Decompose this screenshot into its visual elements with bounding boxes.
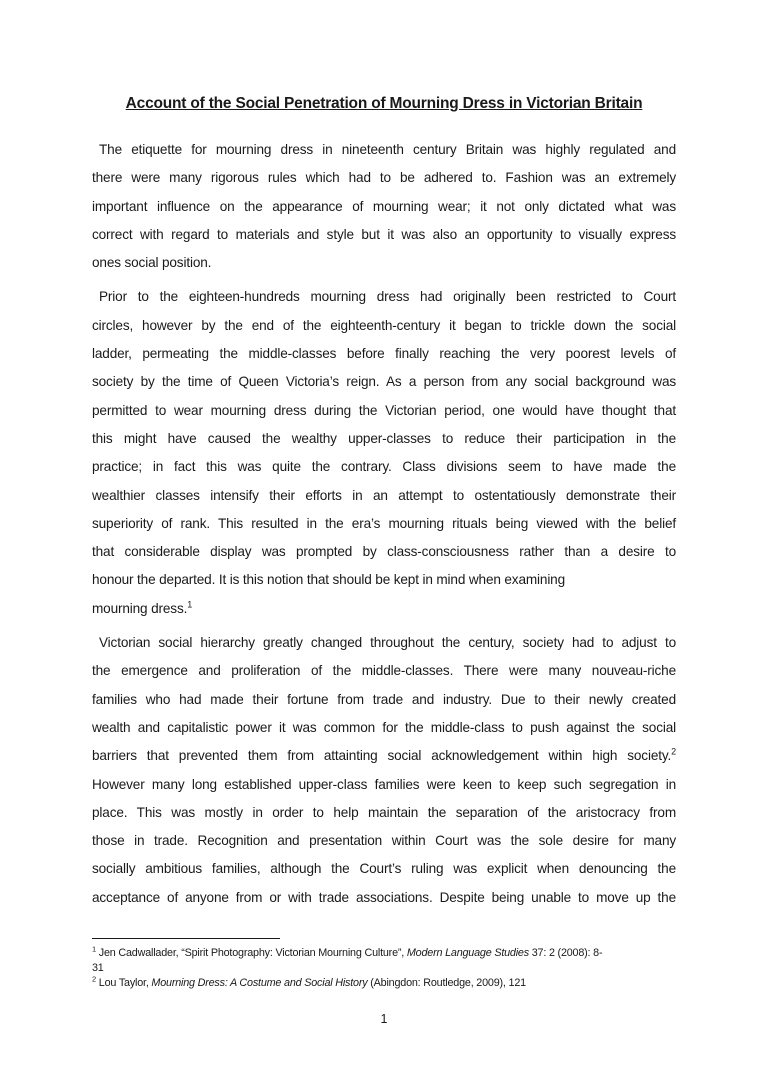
document-title: Account of the Social Penetration of Mourning Dress in Victorian Britain xyxy=(125,95,643,112)
footnote-1 xyxy=(92,946,676,961)
paragraph-line: honour the departed. It is this notion that should be kept in mind when examining xyxy=(92,572,566,588)
footnote-italic-title: Modern Language Studies xyxy=(406,947,529,959)
footnote-text: (Abingdon: Routledge, 2009), 121 xyxy=(367,977,526,989)
paragraph-line: permitted to wear mourning dress during the Victorian period, one would have thought that xyxy=(92,402,676,418)
footnote-1-continuation: 31 xyxy=(92,962,104,974)
footnote-text: 37: 2 (2008): 8- xyxy=(528,947,603,959)
footnote-italic-title: Mourning Dress: A Costume and Social History xyxy=(151,977,368,989)
footnotes xyxy=(92,946,676,991)
paragraph-line: those in trade. Recognition and presentation within Court was the sole desire for many xyxy=(92,833,676,849)
paragraph-line: circles, however by the end of the eighteenth-century it began to trickle down the social xyxy=(92,317,676,333)
paragraph-line: this might have caused the wealthy upper-classes to reduce their participation in the xyxy=(92,430,676,446)
document-body xyxy=(92,136,676,912)
paragraph-line xyxy=(92,742,676,770)
paragraph-line: the emergence and proliferation of the middle-classes. There were many nouveau-riche xyxy=(92,663,676,679)
paragraph-line: place. This was mostly in order to help maintain the separation of the aristocracy from xyxy=(92,804,676,820)
footnote-text: Lou Taylor, xyxy=(98,977,152,989)
paragraph-line: there were many rigorous rules which had to be adhered to. Fashion was an extremely xyxy=(92,170,676,186)
footnote-2 xyxy=(92,976,676,991)
paragraph-line: acceptance of anyone from or with trade associations. Despite being unable to move up the xyxy=(92,889,676,905)
paragraph-line: correct with regard to materials and style but it was also an opportunity to visually express xyxy=(92,226,676,242)
paragraph-line: society by the time of Queen Victoria’s reign. As a person from any social background was xyxy=(92,374,676,390)
paragraph-line: socially ambitious families, although the Court’s ruling was explicit when denouncing the xyxy=(92,861,676,877)
footnote-ref-2[interactable]: 2 xyxy=(671,746,676,757)
paragraph-line: superiority of rank. This resulted in the era’s mourning rituals being viewed with the belief xyxy=(92,515,676,531)
paragraph-line: ones social position. xyxy=(92,255,212,271)
footnote-ref-1[interactable]: 1 xyxy=(187,599,193,610)
paragraph-line-text: mourning dress. xyxy=(92,600,188,616)
footnote-number: 1 xyxy=(92,944,96,954)
paragraph-3 xyxy=(92,629,676,912)
paragraph-line: important influence on the appearance of mourning wear; it not only dictated what was xyxy=(92,198,676,214)
paragraph-line: wealthier classes intensify their efforts in an attempt to ostentatiously demonstrate their xyxy=(92,487,676,503)
paragraph-line: Prior to the eighteen-hundreds mourning dress had originally been restricted to Court xyxy=(99,289,676,305)
paragraph-line: The etiquette for mourning dress in nineteenth century Britain was highly regulated and xyxy=(99,142,676,157)
footnote-number: 2 xyxy=(92,974,96,984)
footnote-separator xyxy=(92,938,280,939)
paragraph-line: ladder, permeating the middle-classes before finally reaching the very poorest levels of xyxy=(92,346,676,362)
paragraph-2 xyxy=(92,283,676,623)
paragraph-line: families who had made their fortune from trade and industry. Due to their newly created xyxy=(92,691,676,707)
paragraph-1 xyxy=(92,136,676,277)
paragraph-line: Victorian social hierarchy greatly changed throughout the century, society had to adjust to xyxy=(99,635,676,651)
paragraph-line: wealth and capitalistic power it was common for the middle-class to push against the social xyxy=(92,719,676,735)
paragraph-line: that considerable display was prompted by class-consciousness rather than a desire to xyxy=(92,544,676,560)
paragraph-line-text: barriers that prevented them from attainting social acknowledgement within high society. xyxy=(92,748,672,764)
paragraph-line xyxy=(92,595,676,623)
paragraph-line: practice; in fact this was quite the contrary. Class divisions seem to have made the xyxy=(92,459,676,475)
footnote-text: Jen Cadwallader, “Spirit Photography: Victorian Mourning Culture”, xyxy=(98,947,407,959)
page-number: 1 xyxy=(380,1012,388,1026)
paragraph-line: However many long established upper-class families were keen to keep such segregation in xyxy=(92,776,676,792)
